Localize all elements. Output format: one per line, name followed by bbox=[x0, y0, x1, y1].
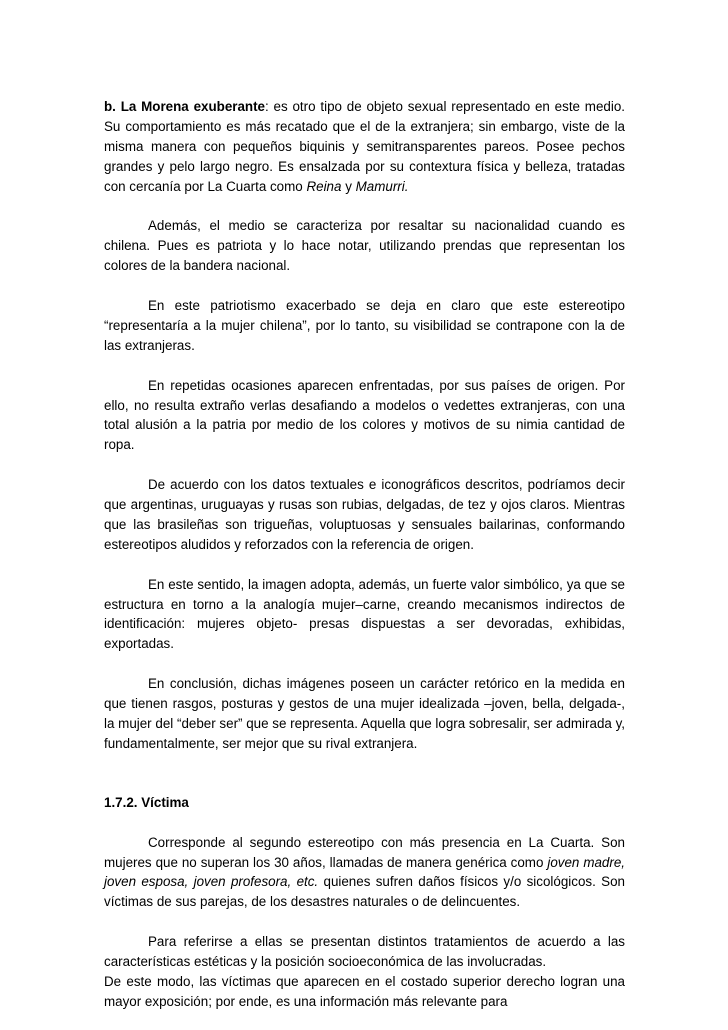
paragraph-enfrentadas: En repetidas ocasiones aparecen enfrentadas, por sus países de origen. Por ello, no resulta extraño verlas desafiando a modelos o vedettes extranjeras, con una total alusión a la patria por medio de los colores y motivos de su nimia cantidad de ropa. bbox=[104, 377, 625, 453]
paragraph-patriotismo: En este patriotismo exacerbado se deja en claro que este estereotipo “representaría a la mujer chilena”, por lo tanto, su visibilidad se contrapone con la de las extranjeras. bbox=[104, 298, 625, 353]
term-morena-exuberante: b. La Morena exuberante bbox=[104, 99, 266, 114]
paragraph-conclusion: En conclusión, dichas imágenes poseen un carácter retórico en la medida en que tienen rasgos, posturas y gestos de una mujer idealizada –joven, bella, delgada-, la mujer del “deber ser” que se representa. Aquella que logra sobresalir, ser admirada y, fundamentalmente, ser mejor que su rival extranjera. bbox=[104, 676, 625, 751]
paragraph-victima-definicion: Corresponde al segundo estereotipo con más presencia en La Cuarta. Son mujeres que no superan los 30 años, llamadas de manera genérica como joven madre, joven esposa, joven profesora, etc. quienes sufren daños físicos y/o sicológicos. Son víctimas de sus parejas, de los desastres naturales o de delincuentes. bbox=[104, 834, 625, 910]
paragraph-morena-intro: b. La Morena exuberante: es otro tipo de objeto sexual representado en este medio. Su comportamiento es más recatado que el de la extranjera; sin embargo, viste de la misma manera con pequeños biquinis y semitransparentes pareos. Posee pechos grandes y pelo largo negro. Es ensalzada por su contextura física y belleza, tratadas con cercanía por La Cuarta como Reina y Mamurri. bbox=[104, 99, 625, 194]
paragraph-nacionalidad: Además, el medio se caracteriza por resaltar su nacionalidad cuando es chilena. Pues es patriota y lo hace notar, utilizando prendas que representan los colores de la bandera nacional. bbox=[104, 218, 625, 274]
paragraph-victima-tratamientos: Para referirse a ellas se presentan distintos tratamientos de acuerdo a las características estéticas y la posición socioeconómica de las involucradas. De este modo, las víctimas que aparecen en el costado superior derecho logran una mayor exposición; por ende, es una información más relevante para bbox=[104, 934, 625, 1009]
document-page bbox=[104, 97, 625, 1012]
paragraph-valor-simbolico: En este sentido, la imagen adopta, además, un fuerte valor simbólico, ya que se estructura en torno a la analogía mujer–carne, creando mecanismos indirectos de identificación: mujeres objeto- presas dispuestas a ser devoradas, exhibidas, exportadas. bbox=[104, 576, 625, 652]
section-heading-victima: 1.7.2. Víctima bbox=[104, 794, 189, 810]
paragraph-datos-textuales: De acuerdo con los datos textuales e iconográficos descritos, podríamos decir que argentinas, uruguayas y rusas son rubias, delgadas, de tez y ojos claros. Mientras que las brasileñas son trigueñas, voluptuosas y sensuales bailarinas, conformando estereotipos aludidos y reforzados con la referencia de origen. bbox=[104, 477, 625, 552]
